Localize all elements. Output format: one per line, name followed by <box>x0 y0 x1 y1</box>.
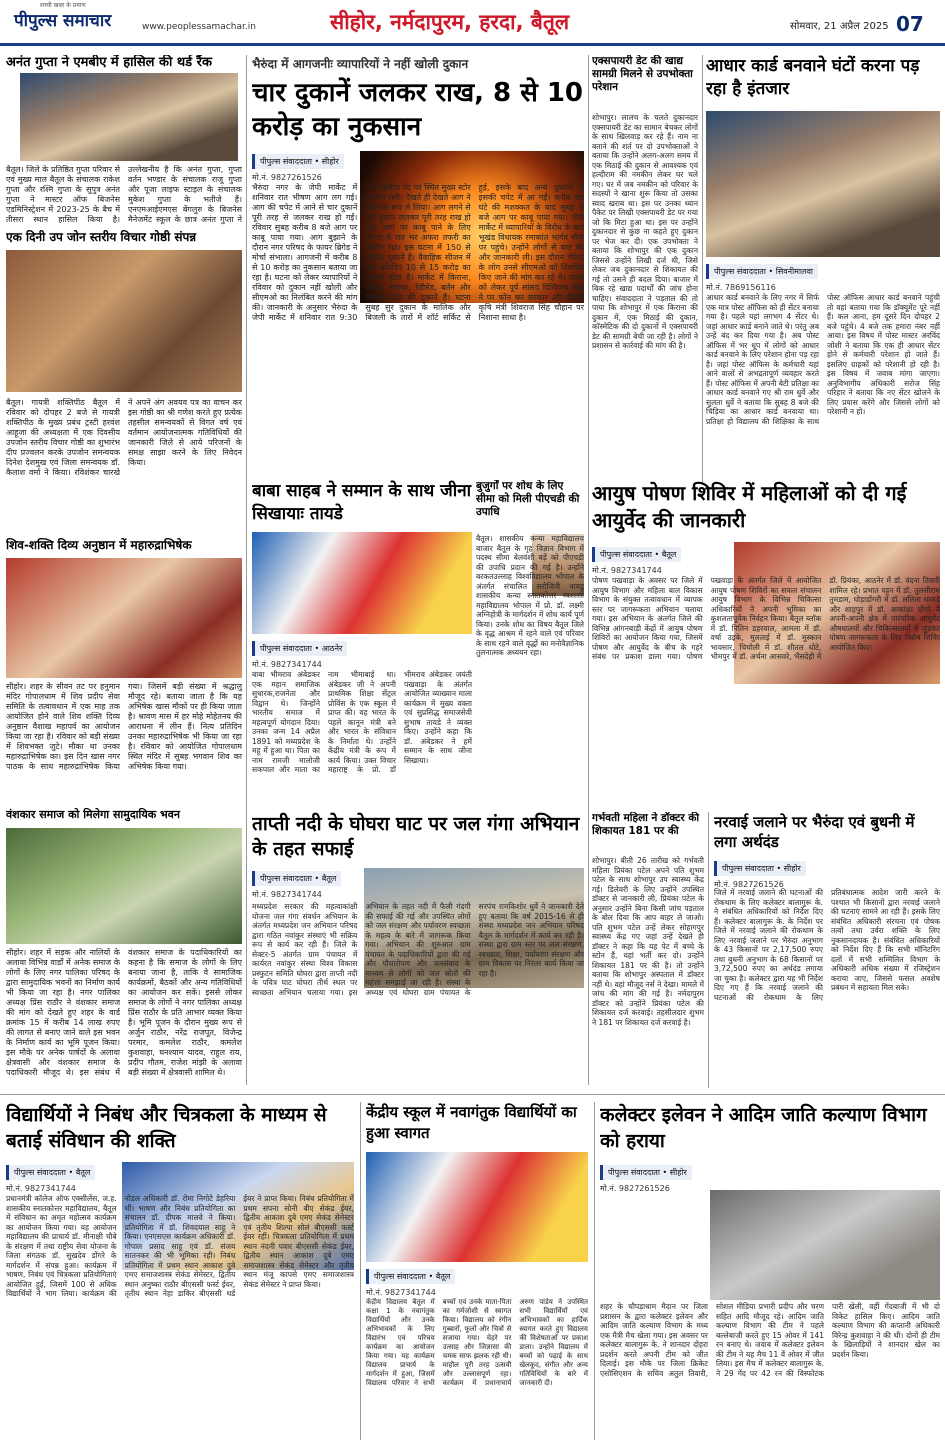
photo-ambedkar-event <box>252 532 472 634</box>
article-body: शोभापुर। लालच के चलते दुकानदार एक्सपायरी डेट का सामान बेचकर लोगों के साथ खिलवाड़ कर रहे हैं। नाम ना बताने की शर्त पर दो उपभोक्ताओं ने बताया कि उन्होंने अलग-अलग समय में एक मिठाई की दुकान से आवश्यक एवं हल्दीराम की नमकीन लेकर घर चले गए। घर में जब नमकीन को परिवार के सदस्यों ने खाना शुरू किया तो उसका स्वाद खराब था। इस पर उनका ध्यान पैकेट पर लिखी एक्सपायरी डेट पर गया जो कि मिटा हुआ था। इस पर उन्होंने दुकानदार से कुछ ना कहते हुए दुकान पर भेज कर दी। एक उपभोक्ता ने बताया कि शोभापुर की एक दुकान जिससे उन्होंने लिखी दर्ज थी, जिसे लेकर जब दुकानदार से शिकायत की गई तो उसने ही बदल दिया। बाजार में बिक रहे खाद्य पदार्थों की जांच होना चाहिए। संवाददाता ने पड़ताल की तो पाया कि शोभापुर में एक किराना की दुकान में, एक मिठाई की दुकान, कॉस्मेटिक की दो दुकानों में एक्सपायरी डेट की सामग्री बेची जा रही है। लोगों ने प्रशासन से कार्रवाई की मांग की है। <box>592 113 698 350</box>
headline: गर्भवती महिला ने डॉक्टर की शिकायत 181 पर की <box>592 812 700 837</box>
story-vanshkar <box>6 808 242 1088</box>
article-body: बाबा भीमराव अंबेडकर एक महान समाजिक सुधारक,राजनेता और विद्वान थे। जिन्होंने भारतीय समाज में महत्वपूर्ण योगदान दिया। उनका जन्म 14 अप्रैल 1891 को मध्यप्रदेश के महू में हुआ था। पिता का नाम रामजी मालोजी सकपाल और माता का नाम भीमाबाई था। अंबेडकर जी ने अपनी प्राथमिक शिक्षा सेंट्रल प्रोविंस के एक स्कूल में प्राप्त की। वह भारत के पहले कानून मंत्री बने और भारत के संविधान के निर्माता थे। उन्होंने केंद्रीय मंत्री के रूप में कार्य किया। उक्त विचार महाराष्ट्र के प्रो. डॉ भीमराव अंबेडकर जयंती पखवाड़ा के अंतर्गत आयोजित व्याख्यान माला कार्यक्रम में मुख्य वक्ता एवं सुप्रसिद्ध समाजसेवी सुभाष तायडे ने व्यक्त किए। उन्होंने कहा कि डॉ. अंबेडकर ने हमें सम्मान के साथ जीना सिखाया। <box>252 670 472 774</box>
photo-bhoomi-pujan <box>6 828 242 944</box>
photo-cricket-teams <box>710 1190 940 1300</box>
headline: केंद्रीय स्कूल में नवागंतुक विद्यार्थियों का हुआ स्वागत <box>366 1103 577 1142</box>
edition-date: सोमवार, 21 अप्रैल 2025 <box>790 21 889 32</box>
byline: पीपुल्स संवाददाता • बैतूल <box>6 1165 95 1180</box>
column-rule <box>594 1102 595 1440</box>
byline: पीपुल्स संवाददाता • आठनेर <box>252 641 347 656</box>
article-body: सीहोर। शहर में सड़क और नालियों के अलावा विभिन्न वार्डों में अनेक समाज के लोगों के लिए नगर पालिका परिषद के द्वारा सामुदायिक भवनों का निर्माण कार्य भी किया जा रहा है। नगर पालिका अध्यक्ष प्रिंस राठौर ने वंशकार समाज की मांग को देखते हुए शहर के वार्ड क्रमांक 15 में करीब 14 लाख रुपए की लागत से बनाए जाने वाले इस भवन के निर्माण कार्य का भूमि पूजन किया। इस मौके पर अनेक पार्षदों के अलावा क्षेत्रवासी और वंशकार समाज के पदाधिकारी मौजूद थे। इस संबंध में वंशकार समाज के पदाधिकारियों का कहना है कि समाज के लोगों के लिए बनाया जाना है, ताकि वे सामाजिक कार्यक्रमों, बैठकों और अन्य गतिविधियों का आयोजन कर सकें। इससे लोकर समाज के लोगों ने नगर पालिका अध्यक्ष प्रिंस राठौर के प्रति आभार व्यक्त किया है। भूमि पूजन के दौरान मुख्य रूप से अर्जुन राठौर, नरेंद्र राजपूत, विजेन्द्र परमार, कमलेश राठौर, कमलेश कुशवाहा, घनश्याम यादव, राहुल राय, प्रदीप गौतम, राजेश मांझी के अलावा बड़ी संख्या में क्षेत्रवासी शामिल थे। <box>6 948 242 1077</box>
headline: एक दिनी उप जोन स्तरीय विचार गोष्ठी संपन्न <box>6 230 197 244</box>
reporter-phone: मो.नं. 9827341744 <box>252 660 322 669</box>
page-number: 07 <box>896 12 924 36</box>
reporter-phone: मो.नं. 7869156116 <box>706 283 776 292</box>
reporter-phone: मो.नं. 9827341744 <box>592 566 662 575</box>
article-body: बैतूल। गायत्री शक्तिपीठ बैतूल में रविवार को दोपहर 2 बजे से गायत्री शक्तिपीठ के मुख्य प्रबंध ट्रस्टी हरवंश आहूजा की अध्यक्षता में एक दिवसीय उपजोन स्तरीय विचार गोष्ठी का शुभारंभ दीप प्रज्वलन करके उपजोन समन्वयक दिनेश देशमुख एवं जिला समन्वयक डॉ. कैलाश वर्मा ने किया। रविशंकर चारखे ने अपने अंग अवयव पत्र का वाचन कर इस गोष्ठी का श्री गणेश करते हुए प्रत्येक तहसील समन्वयकों से विगत वर्ष एवं वर्तमान आयोजनात्मक गतिविधियों की जानकारी जिले से आये परिजनों के समक्ष साझा करने के लिए निवेदन किया। <box>6 398 242 477</box>
photo-award-ceremony <box>20 73 238 161</box>
reporter-phone: मो.नं. 9827261526 <box>714 880 784 889</box>
reporter-phone: मो.नं. 9827341744 <box>252 890 322 899</box>
headline: शिव-शक्ति दिव्य अनुष्ठान में महारुद्राभिषेक <box>6 538 192 552</box>
story-expiry <box>592 55 698 483</box>
byline: पीपुल्स संवाददाता • बैतूल <box>592 547 681 562</box>
article-body: बैतूल। जिले के प्रतिष्ठित गुप्ता परिवार से एवं मुख्य माल बैतूल के संचालक राकेश गुप्ता और रश्मि गुप्ता के सुपुत्र अनंत गुप्ता ने मास्टर ऑफ बिजनेस एडमिनिस्ट्रेशन में 2023-25 के बैच में तीसरा स्थान हासिल किया है। उल्लेखनीय है कि अनंत गुप्ता, गुप्ता वर्तन भण्डार के संचालक राजू गुप्ता और पूजा लाइफ स्टाइल के संचालक मुकेश गुप्ता के भतीजे हैं। एनएमआईएमएस बेंगलुरु के बिजनेस मैनेजमेंट स्कूल के छात्र अनंत गुप्ता ने <box>6 165 242 224</box>
column-rule <box>708 812 709 1088</box>
story-nibandh <box>6 1102 354 1440</box>
story-collector-cricket <box>600 1102 940 1440</box>
column-rule <box>588 55 589 1085</box>
article-body: सीहोर। शहर के सीवन तट पर हनुमान मंदिर गोपालधाम में शिव प्रदीप सेवा समिति के तत्वावधान में एक माह तक आयोजित होने वाले शिव शक्ति दिव्य अनुष्ठान वैशाख महापर्व का आयोजन किया जा रहा है। रविवार को बड़ी संख्या में शिवभक्त जुटे। मौका था उनका महारुद्राभिषेक का। इस दिन खास नगर पाठक के साथ महारुद्राभिषेक किया गया। जिसमें बड़ी संख्या में श्रद्धालु मौजूद रहे। बताया जाता है कि यह अभिषेक खास मौकों पर ही किया जाता है। श्रावण मास में हर मोहे मोहेतनय की आराधना में लीन हैं। नित्य प्रतिदिन उनका महारुद्राभिषेक भी किया जा रहा है। रविवार को आयोजित गोपालधाम स्थित मंदिर में सुबह भगवान शिव का अभिषेक किया गया। <box>6 682 242 771</box>
article-body: प्रधानमंत्री कॉलेज ऑफ एक्सीलेंस, ज.ह. शासकीय स्नातकोत्तर महाविद्यालय, बैतूल में संविधान का अमृत महोत्सव कार्यक्रम का आयोजन किया गया। यह आयोजन महाविद्यालय की प्राचार्य डॉ. मीनाक्षी चौबे के संरक्षण में तथा राष्ट्रीय सेवा योजना के जिला संगठक डॉ. सुखदेव डोंगरे के मार्गदर्शन में संपन्न हुआ। कार्यक्रम में भाषण, निबंध एवं चित्रकला प्रतियोगिताएं आयोजित हुईं, जिसमें 100 से अधिक विद्यार्थियों ने भाग लिया। कार्यक्रम की नोडल अधिकारी डॉ. रोमा निगोटे डेहरिया थीं। भाषण और निबंध प्रतियोगिता का संचालन डॉ. दीपक मालवे ने किया। प्रतियोगिता में डॉ. शिवदयाल साहू ने किया। एनएसएस कार्यक्रम अधिकारी डॉ. गोपाल प्रसाद साहू एवं डॉ. संजय सातनकर की भी भूमिका रही। निबंध प्रतियोगिता में प्रथम स्थान आकाश दुबे एमए समाजशास्त्र सेकंड सेमेस्टर, द्वितीय स्थान अनुष्का राठौर बीएससी फर्स्ट ईयर, तृतीय स्थान नेहा डाकिर बीएससी थर्ड ईयर ने प्राप्त किया। निबंध प्रतियोगिता में प्रथम सपना सोनी बीए सेकंड ईयर, द्वितीय आकाश दुबे एमए सेकंड सेमेस्टर एवं तृतीय शिल्पा सोलं बीएससी फर्स्ट ईयर रहीं। चित्रकला प्रतियोगिता में प्रथम स्थान नंदनी पवार बीएससी सेकंड ईयर, द्वितीय स्थान आकाश दुबे एमए समाजशास्त्र सेकंड सेमेस्टर और तृतीय स्थान मंजू कापसे एमए समाजशास्त्र सेकंड सेमेस्टर ने प्राप्त किया। <box>6 1194 354 1298</box>
photo-rudrabhishek <box>6 558 242 678</box>
photo-seminar <box>6 250 242 392</box>
photo-welcome-ceremony <box>366 1152 588 1262</box>
headline: आयुष पोषण शिविर में महिलाओं को दी गई आयुर्वेद की जानकारी <box>592 481 907 532</box>
article-body: केंद्रीय विद्यालय बैतूल में कक्षा 1 के नवागंतुक विद्यार्थियों और उनके अभिभावकों के लिए विद्यारंभ एवं परिचय कार्यक्रम का आयोजन किया गया। यह कार्यक्रम विद्यालय प्राचार्य के मार्गदर्शन में हुआ, जिसमें विद्यालय परिवार ने सभी बच्चों एवं उनके माता-पिता का गर्मजोशी से स्वागत किया। विद्यालय को रंगीन गुब्बारों, फूलों और चित्रों से सजाया गया। चेहरे पर उत्साह और जिज्ञासा की चमक साफ झलक रही थी। माहौल पूरी तरह उत्सवी और उल्लासपूर्ण रहा। कार्यक्रम में प्रधानाचार्य अरुण पांडेय ने उपस्थित सभी विद्यार्थियों एवं अभिभावकों का हार्दिक स्वागत करते हुए विद्यालय की विशेषताओं पर प्रकाश डाला। उन्होंने विद्यालय में बच्चों को पढ़ाई के साथ खेलकूद, संगीत और अन्य गतिविधियों के बारे में जानकारी दी। <box>366 1298 588 1387</box>
story-phd <box>476 480 584 805</box>
story-narwai <box>714 812 940 1088</box>
column-rule <box>246 55 247 1085</box>
masthead <box>0 0 945 46</box>
article-body: पोषण पखवाड़ा के अवसर पर जिले में आयुष विभाग और महिला बाल विकास विभाग के संयुक्त तत्वावधान में व्यापक स्तर पर जागरूकता अभियान चलाया गया। इस अभियान के अंतर्गत जिले की विभिन्न आंगनबाड़ी केंद्रों में आयुष पोषण शिविरों का आयोजन किया गया, जिसमें पोषण और आयुर्वेद के बीच के गहरे संबंध पर प्रकाश डाला गया। पोषण पखवाड़ा के अंतर्गत जिले में आयोजित आयुष पोषण शिविरों का सफल संचालन आयुष विभाग के विभिन्न चिकित्सा अधिकारियों ने अपनी भूमिका का कुशलतापूर्वक निर्वहन किया। बैतूल ब्लॉक में डॉ. नितिन डहरवाल, आमला में डॉ. वर्षा उइके, मुलताई में डॉ. मुस्कान भावसार, चिचोली में डॉ. शीतल धोटे, भीमपुर में डॉ. अर्चना आसवरे, भैंसदेही में डॉ. प्रियंका, आठनेर में डॉ. वंदना तिवारी शामिल रहे। प्रभात पट्टन में डॉ. तुलसीराम तुमडाम, घोड़ाडोंगरी में डॉ. ललिता धाकड़े और शाहपुर में डॉ. आकांक्षा डोंगरे ने अपनी-अपनी क्षेत्र में पारंपरिक आयुर्वेद औषधालयों और चिकित्सालयों से जुड़कर पोषण जागरूकता के लिए विशेष शिविर आयोजित किए। <box>592 576 940 661</box>
story-gayatri-goshthi <box>6 230 242 530</box>
reporter-phone: मो.नं. 9827261526 <box>252 173 322 182</box>
story-shiv-shakti <box>6 538 242 800</box>
story-gupta <box>6 55 242 225</box>
headline: कलेक्टर इलेवन ने आदिम जाति कल्याण विभाग को हराया <box>600 1104 927 1152</box>
story-aadhaar <box>706 55 940 483</box>
headline: बुजुर्गों पर शोध के लिए सीमा को मिली पीएचडी की उपाधि <box>476 480 580 518</box>
headline: ताप्ती नदी के घोघरा घाट पर जल गंगा अभियान के तहत सफाई <box>252 813 580 860</box>
kicker: भैरुंदा में आगजनीः व्यापारियों ने नहीं खोली दुकान <box>252 57 469 71</box>
byline: पीपुल्स संवाददाता • बैतूल <box>252 871 341 886</box>
headline: आधार कार्ड बनवाने घंटों करना पड़ रहा है इंतजार <box>706 56 920 99</box>
story-pregnant-woman <box>592 812 704 1088</box>
newspaper-logo: पीपुल्स समाचार <box>14 11 112 31</box>
byline: पीपुल्स संवाददाता • बैतूल <box>366 1269 455 1284</box>
reporter-phone: मो.नं. 9827341744 <box>366 1288 436 1297</box>
column-rule <box>702 55 703 485</box>
article-body: बैतूल। शासकीय कन्या महाविद्यालय बाजार बैतूल के गृह विज्ञान विभाग में पदस्थ सीमा बेलवंशी बड़ें को पीएचडी की उपाधि प्रदान की गई है। उन्होंने बरकतउल्लाह विश्वविद्यालय भोपाल के अंतर्गत संचालित सरोजिनी नायडू शासकीय कन्या स्नातकोत्तर स्वशासी महाविद्यालय भोपाल में प्रो. डॉ. लक्ष्मी अग्निहोत्री के मार्गदर्शन में शोध कार्य पूर्ण किया। उनके शोध का विषय बैतूल जिले के वृद्ध आश्रम में रहने वाले एवं परिवार के साथ रहने वाले वृद्धों का मनोवैज्ञानिक तुलनात्मक अध्ययन रहा। <box>476 534 584 657</box>
story-bhairunda-fire <box>252 55 584 473</box>
column-rule <box>360 1102 361 1440</box>
byline: पीपुल्स संवाददाता • सिवनीमालवा <box>706 264 818 279</box>
headline: एक्सपायरी डेट की खाद्य सामग्री मिलने से उपभोक्ता परेशान <box>592 55 693 93</box>
headline: वंशकार समाज को मिलेगा सामुदायिक भवन <box>6 808 180 821</box>
photo-queue <box>706 111 940 257</box>
reporter-phone: मो.नं. 9827261526 <box>600 1184 670 1193</box>
story-ayush <box>592 480 940 805</box>
byline: पीपुल्स संवाददाता • सीहोर <box>600 1165 692 1180</box>
headline: अनंत गुप्ता ने एमबीए में हासिल की थर्ड रैंक <box>6 55 212 70</box>
article-body: मध्यप्रदेश सरकार की महत्वाकांक्षी योजना जल गंगा संवर्धन अभियान के अंतर्गत मध्यप्रदेश जन अभियान परिषद द्वारा गठित नवांकुर संस्थाएं भी सक्रिय रूप से कार्य कर रही हैं। जिले के सेक्टर-5 अंतर्गत ग्राम पंचायत में कार्यरत नवांकुर संस्था विश्व विकास प्रस्फुटन समिति घोघरा द्वारा ताप्ती नदी के पवित्र घाट घोघरा तीर्थ स्थल पर स्वच्छता अभियान चलाया गया। इस अभियान के तहत नदी में फैली गंदगी की सफाई की गई और उपस्थित लोगों को जल संरक्षण और पर्यावरण स्वच्छता के महत्व के बारे में जागरूक किया गया। अभियान की शुरुआत ग्राम पंचायत के पदाधिकारियों द्वारा की गई और पौधारोपण और जनसंवाद के माध्यम से लोगों को जल स्रोतों की महत्ता समझाई जा रही है। संस्था के अध्यक्ष एवं घोघरा ग्राम पंचायत के सरपंच रामकिशोर धुर्वे ने जानकारी देते हुए बताया कि वर्ष 2015-16 से ही संस्था मध्यप्रदेश जन अभियान परिषद बैतूल के मार्गदर्शन में कार्य कर रही है। संस्था द्वारा ग्राम स्तर पर जल संरक्षण, स्वच्छता, शिक्षा, पर्यावरण संरक्षण और ग्राम विकास पर निरंतर कार्य किया जा रहा है। <box>252 902 584 997</box>
headline: चार दुकानें जलकर राख, 8 से 10 करोड़ का नुकसान <box>252 78 584 142</box>
article-body: आधार कार्ड बनवाने के लिए नगर में सिर्फ एक मात्र पोस्ट ऑफिस को ही सेंटर बनाया गया है। पहले यहां लगभग 4 सेंटर थे। जहां आधार कार्ड बनाने जाते थे। परंतु अब उन्हें बंद कर दिया गया है। अब पोस्ट ऑफिस में भर धूप में लोगों को आधार कार्ड बनवाने के लिए परेशान होना पड़ रहा है। जहां पोस्ट ऑफिस के कर्मचारी यहां आने वालों से अभद्रतापूर्ण व्यवहार करते हैं। पोस्ट ऑफिस में अपनी बेटी प्रतिक्षा का आधार कार्ड बनवाने गए श्री राम धुर्वे और सुलता धुर्वे ने बताया कि सुबह 8 बजे की चिड़िया का आधार कार्ड बनवाया था। प्रतिक्षा हो विद्यालय की शिक्षिका के साथ पोस्ट ऑफिस आधार कार्ड बनवाने पहुंची तो वहां बताया गया कि डॉक्यूमेंट पूरे नहीं हैं। कल आना, हम दूसरे दिन दोपहर 2 बजे पहुंचे। 4 बजे तक हमारा नंबर नहीं आया। इस विषय में पोस्ट मास्टर अरविंद जोशी ने बताया कि एक ही आधार सेंटर होने से कर्मचारी परेशान हो जाते हैं। इसलिए ग्राहकों को परेशानी हो रही है। इस विषय में जवाब मांगा जाएगा। अनुविभागीय अधिकारी सरोज सिंह परिहार ने बताया कि नए सेंटर खोलने के लिए प्रयास करेंगे और जिससे लोगों को परेशानी न हो। <box>706 293 940 426</box>
headline: विद्यार्थियों ने निबंध और चित्रकला के माध्यम से बताई संविधान की शक्ति <box>6 1104 327 1152</box>
logo-tagline: सच्ची खबर के प्रमाण <box>40 2 86 9</box>
section-rule <box>0 1094 945 1095</box>
story-kendriya-vidyalaya <box>366 1102 588 1440</box>
article-body: शोभापुर। बीती 26 तारीख को गर्भवती महिला प्रियंका पटेल अपने पति शुभम पटेल के साथ शोभापुर उप स्वास्थ्य केंद्र गई। डिलेवरी के लिए उन्होंने उपस्थित डॉक्टर से जानकारी ली, प्रियंका पटेल के अनुसार उन्होंने बिना किसी जांच पड़ताल के बोल दिया कि आप बाहर ले जाओ। पति शुभम पटेल उन्हें लेकर सोहागपुर स्वास्थ्य केंद्र गए जहां उन्हें देखते ही डॉक्टर ने कहा कि यह पेट में बच्चे के स्टोन हैं, यहां भर्ती कर दो। उन्होंने शिकायत 181 पर की है। तो उन्होंने बताया कि शोभापुर अस्पताल में डॉक्टर नहीं थे। वहां मौजूद नर्स ने देखा। मामले में जांच की मांग की गई है। नर्मदापुरम डॉक्टर को उन्होंने प्रियंका पटेल की शिकायत दर्ज करवाई। तहसीलदार शुभम ने 181 पर शिकायत दर्ज करवाई है। <box>592 856 704 1027</box>
article-body: शहर के चौपड़ाधाम मैदान पर जिला प्रशासन के द्वारा कलेक्टर इलेवन और आदिम जाति कल्याण विभाग के मध्य एक मैत्री मैच खेला गया। इस अवसर पर कलेक्टर बालागुरू के. ने शानदार दोहरा प्रदर्शन करते अपनी टीम को जीत दिलाई। इस मौके पर जिला क्रिकेट एसोसिएशन के सचिव अतुल तिवारी, सोशल मीडिया प्रभारी प्रदीप और चरण सहित आदि मौजूद रहे। आदिम जाति कल्याण विभाग की टीम ने पहले बल्लेबाजी करते हुए 15 ओवर में 141 रन बनाए थे। जवाब में कलेक्टर इलेवन की टीम ने यह मैच 11 वें ओवर में जीत लिया। इस मैच में कलेक्टर बालागुरू के. ने 29 गेंद पर 42 रन की विस्फोटक पारी खेली, वहीं गेंदबाजी में भी दो विकेट हासिल किए। आदिम जाति कल्याण विभाग की कप्तानी अधिकारी विरेन्द्र कुशवाहा ने की थी। दोनों ही टीम के खिलाड़ियों ने शानदार खेल का प्रदर्शन किया। <box>600 1302 940 1378</box>
reporter-phone: मो.नं. 9827341744 <box>6 1184 76 1193</box>
edition-regions: सीहोर, नर्मदापुरम, हरदा, बैतूल <box>330 10 570 34</box>
story-ambedkar <box>252 480 472 805</box>
byline: पीपुल्स संवाददाता • सीहोर <box>714 861 806 876</box>
story-tapti <box>252 812 584 1088</box>
headline: बाबा साहब ने सम्मान के साथ जीना सिखायाः तायडे <box>252 481 472 524</box>
site-url[interactable]: www.peoplessamachar.in <box>142 22 256 32</box>
article-body: भैरुंदा नगर के जेपी मार्केट में शनिवार रात भीषण आग लग गई। आग की चपेट में आने से चार दुकानें पूरी तरह से जलकर राख हो गईं। रविवार सुबह करीब 8 बजे आग पर काबू पाया गया। आग बुझाने के दौरान नगर परिषद के फायर ब्रिगेड ने मोर्चा संभाला। आगजनी में करीब 8 से 10 करोड़ का नुकसान बताया जा रहा है। घटना को लेकर व्यापारियों ने रविवार को दुकान नहीं खोली और सीएमओ का निलंबित करने की मांग की। जानकारी के अनुसार भैरुंदा के जेपी मार्केट में शनिवार रात 9:30 बजे तहसील गेट पर स्थित मुख्य स्टोर में आग लगी। देखते ही देखते आग ने विकराल रूप ले लिया। आग लगने से चार दुकान जलकर पूरी तरह राख हो गई। आग पर काबू पाने के लिए भैरुंदा से रात भर अफरा तफरी का माहौल रहा। इस घटना में 150 से अधिक दुकानें हैं। वैवाहिक सीजन में यहां प्रतिदिन 10 से 15 करोड़ का व्यापार होता है। मार्केट में किराना, कपड़ा, सराफा, रेडीमेड, बर्तन और जनरल स्टोर की दुकानें हैं। घटना सुबह सुर दुकान के मालिक और बिजली के तारों में शॉर्ट सर्किट से हुई, इसके बाद अन्य दुकानों में इसकी चपेट में आ गईं। करीब दस घंटे की मशक्कत के बाद सुबह 8 बजे आग पर काबू पाया गया। जेपी मार्केट में व्यापारियों के विरोध के बाद भूखंड विधायक रमाकांत भार्गव मौके पर पहुंचे। उन्होंने लोगों से बात की और जानकारी ली। इस दौरान भैरुंदा के लोग उनसे सीएमओ को निलंबित किए जाने की मांग कर रहे थे। घटना को लेकर पूर्व सांसद दिग्विजय सिंह ने पर फोन कर सरकार और केंद्रीय कृषि मंत्री शिवराज सिंह चौहान पर निशाना साधा है। <box>252 183 584 322</box>
article-body: जिले में नरवाई जलाने की घटनाओं की रोकथाम के लिए कलेक्टर बालागुरू के. ने संबंधित अधिकारियों को निर्देश दिए हैं। कलेक्टर बालागुरू के. के निर्देश पर जिले में नरवाई जलाने की रोकथाम के लिए नरवाई जलाने पर भैरुंदा अनुभाग के 43 किसानों पर 2,17,500 रुपए तथा बुधनी अनुभाग के 68 किसानों पर 3,72,500 रुपए का अर्थदंड लगाया जा चुका है। कलेक्टर द्वारा यह भी निर्देश दिए गए हैं कि नरवाई जलाने की घटनाओं की रोकथाम के लिए प्रतिबंधात्मक आदेश जारी करने के पश्चात भी किसानों द्वारा नरवाई जलाने की घटनाएं सामने आ रही हैं। इसके लिए संबंधित अधिकारी संरचना एवं पोषक तत्वों तथा उर्वरा शक्ति के लिए नुकसानदायक है। संबंधित अधिकारियों को निर्देश दिए हैं कि सभी मॉनिटरिंग दलों में सभी सम्मिलित विभाग के अधिकारी अधिक संख्या में रजिस्ट्रेशन कराया जाए, जिससे फसल अवशेष प्रबंधन में सहायता मिल सके। <box>714 888 940 1002</box>
headline: नरवाई जलाने पर भैरुंदा एवं बुधनी में लगा अर्थदंड <box>714 813 915 851</box>
byline: पीपुल्स संवाददाता • सीहोर <box>252 154 344 169</box>
